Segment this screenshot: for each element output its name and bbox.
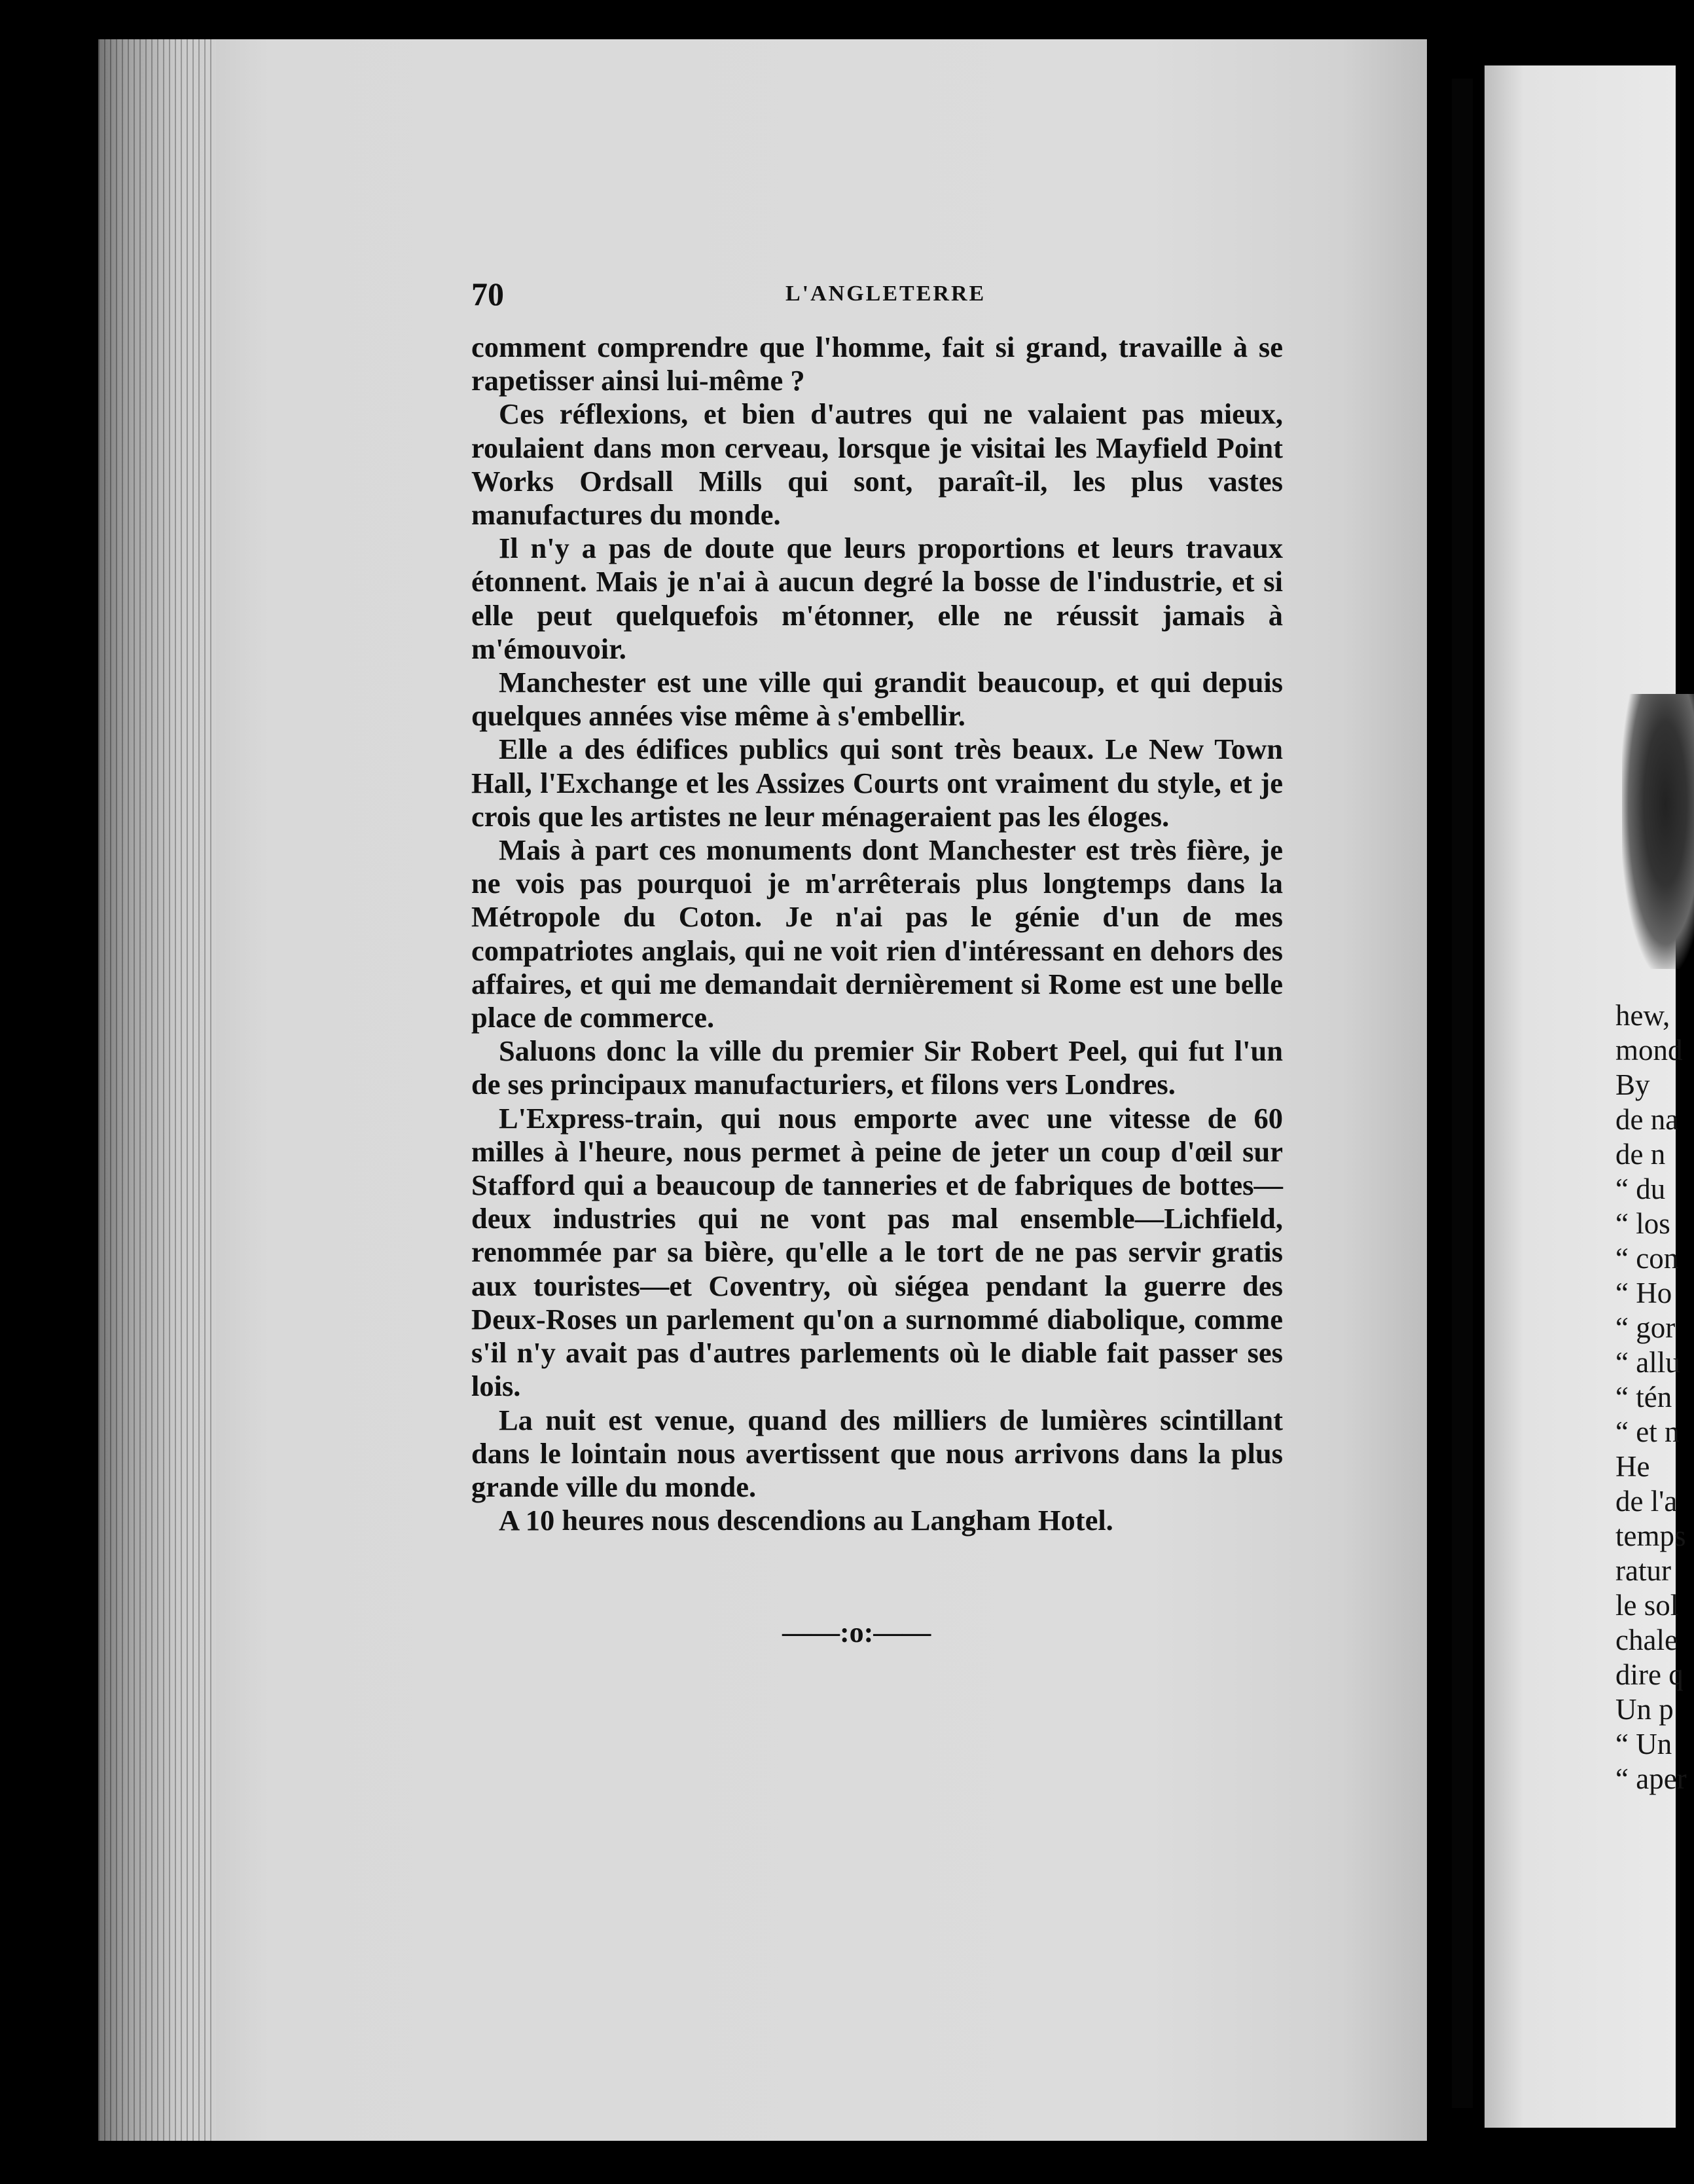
paragraph: Manchester est une ville qui grandit beaucoup, et qui depuis quelques années vise même à s'embellir.: [471, 666, 1283, 733]
paragraph: Mais à part ces monuments dont Manchester est très fière, je ne vois pas pourquoi je m'arrêterais plus longtemps dans la Métropole du Coton. Je n'ai pas le génie d'un de mes compatriotes anglais, qui ne voit rien d'intéressant en dehors des affaires, et qui me demandait dernièrement si Rome est une belle place de commerce.: [471, 833, 1283, 1034]
adjacent-page-line: He: [1615, 1450, 1650, 1483]
body-text: [471, 331, 1283, 1537]
adjacent-page-line: Un p: [1615, 1693, 1674, 1726]
paragraph: La nuit est venue, quand des milliers de lumières scintillant dans le lointain nous avertissent que nous arrivons dans la plus grande ville du monde.: [471, 1403, 1283, 1503]
adjacent-page-line: de l'a: [1615, 1485, 1678, 1518]
adjacent-page-line: By: [1615, 1068, 1650, 1101]
section-end-ornament: ——:o:——: [782, 1616, 931, 1648]
paragraph: L'Express-train, qui nous emporte avec une vitesse de 60 milles à l'heure, nous permet à peine de jeter un coup d'œil sur Stafford qui a beaucoup de tanneries et de fabriques de bottes—deux industries qui ne vont pas mal ensemble—Lichfield, renommée par sa bière, qu'elle a le tort de ne pas servir gratis aux touristes—et Coventry, où siégea pendant la guerre des Deux-Roses un parlement qu'on a surnommé diabolique, comme s'il n'y avait pas d'autres parlements où le diable fait passer ses lois.: [471, 1101, 1283, 1403]
adjacent-page-line: “ du: [1615, 1173, 1666, 1205]
running-head: L'ANGLETERRE: [785, 282, 986, 306]
paragraph: Saluons donc la ville du premier Sir Robert Peel, qui fut l'un de ses principaux manufacturiers, et filons vers Londres.: [471, 1034, 1283, 1101]
adjacent-page-line: ratur: [1615, 1554, 1671, 1587]
page-header: [471, 275, 1283, 314]
paragraph: A 10 heures nous descendions au Langham Hotel.: [499, 1504, 1113, 1537]
adjacent-page: [1485, 65, 1687, 2128]
adjacent-page-line: “ Ho: [1615, 1277, 1672, 1309]
adjacent-page-line: “ Un: [1615, 1728, 1672, 1760]
adjacent-page-line: “ gor: [1615, 1311, 1676, 1344]
adjacent-page-line: “ con: [1615, 1242, 1679, 1275]
decorative-initial-ornament: [1622, 694, 1694, 969]
paragraph: Elle a des édifices publics qui sont très beaux. Le New Town Hall, l'Exchange et les Assizes Courts ont vraiment du style, et je crois que les artistes ne leur ménageraient pas les éloges.: [471, 733, 1283, 833]
paragraph: comment comprendre que l'homme, fait si grand, travaille à se rapetisser ainsi lui-même ?: [471, 331, 1283, 397]
adjacent-page-line: “ aper: [1615, 1762, 1687, 1795]
adjacent-page-line: temps: [1615, 1520, 1686, 1552]
adjacent-page-line: chale: [1615, 1624, 1678, 1656]
adjacent-page-line: hew,: [1615, 999, 1670, 1032]
adjacent-page-line: le sol: [1615, 1589, 1679, 1622]
paragraph: Il n'y a pas de doute que leurs proportions et leurs travaux étonnent. Mais je n'ai à aucun degré la bosse de l'industrie, et si elle peut quelquefois m'étonner, elle ne réussit jamais à m'émouvoir.: [471, 532, 1283, 665]
adjacent-page-line: “ tén: [1615, 1381, 1672, 1413]
book-gutter: [1452, 79, 1473, 2108]
page-edge-shadow: [98, 39, 216, 2141]
page-number: 70: [471, 276, 504, 312]
paragraph: Ces réflexions, et bien d'autres qui ne valaient pas mieux, roulaient dans mon cerveau, lorsque je visitai les Mayfield Point Works Ordsall Mills qui sont, paraît-il, les plus vastes manufactures du monde.: [471, 397, 1283, 532]
adjacent-page-line: “ et n: [1615, 1415, 1680, 1448]
adjacent-page-line: “ allu: [1615, 1346, 1680, 1379]
adjacent-page-line: de n: [1615, 1138, 1666, 1171]
adjacent-page-line: dire q: [1615, 1658, 1684, 1691]
adjacent-page-line: de na: [1615, 1103, 1679, 1136]
adjacent-page-line: “ los: [1615, 1207, 1670, 1240]
adjacent-page-line: mond: [1615, 1034, 1683, 1066]
